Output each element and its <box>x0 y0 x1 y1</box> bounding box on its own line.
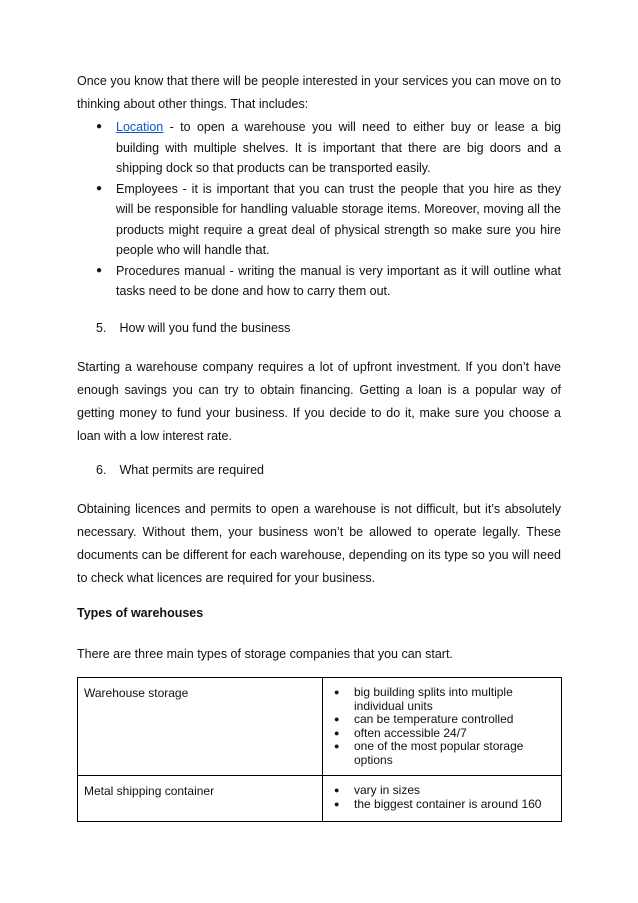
warehouse-types-table <box>77 677 562 822</box>
section-title: How will you fund the business <box>119 321 291 335</box>
permits-paragraph: Obtaining licences and permits to open a warehouse is not difficult, but it’s absolutely necessary. Without them, your business won’t be allowed to operate legally. These documents can be different for each warehouse, depending on its type so you will need to check what licences are required for your business. <box>77 502 561 585</box>
bullet-icon: ● <box>96 182 103 194</box>
feature-item: ● big building splits into multiple individual units <box>334 685 513 713</box>
table-cell-type: Metal shipping container <box>78 776 323 822</box>
feature-item: ● the biggest container is around 160 <box>334 796 542 811</box>
feature-item: ● one of the most popular storage options <box>334 739 524 767</box>
list-item-text: Employees - it is important that you can trust the people that you hire as they will be responsible for handling valuable storage items. Moreover, moving all the products might require a great deal of physical strength so make sure you hire people who will handle that. <box>116 181 561 257</box>
intro-paragraph: Once you know that there will be people interested in your services you can move on to thinking about other things. That includes: <box>77 74 561 111</box>
feature-item: ● vary in sizes <box>334 783 421 797</box>
location-link[interactable]: Location <box>116 120 164 134</box>
bullet-icon: ● <box>334 714 340 724</box>
feature-item: ● often accessible 24/7 <box>334 725 467 740</box>
section-number: 5. <box>96 321 107 335</box>
bullet-icon: ● <box>334 798 340 809</box>
feature-item: ● can be temperature controlled <box>334 712 514 726</box>
table-cell-features <box>323 678 562 776</box>
list-item-text: - to open a warehouse you will need to either buy or lease a big building with multiple shelves. It is important that there are big doors and a shipping dock so that products can be transported easily. <box>116 120 561 175</box>
section-5-heading <box>96 318 290 338</box>
table-cell-type: Warehouse storage <box>78 678 323 776</box>
bullet-icon: ● <box>334 727 340 738</box>
bullet-icon: ● <box>96 264 103 276</box>
section-6-heading <box>96 460 264 480</box>
table-row <box>78 678 562 776</box>
list-item-text: Procedures manual - writing the manual is very important as it will outline what tasks need to be done and how to carry them out. <box>116 263 561 298</box>
funding-paragraph: Starting a warehouse company requires a lot of upfront investment. If you don’t have enough savings you can try to obtain financing. Getting a loan is a popular way of getting money to fund your business. If you decide to do it, make sure you choose a loan with a low interest rate. <box>77 360 561 443</box>
list-item <box>96 179 561 261</box>
list-item <box>96 261 561 302</box>
types-intro-paragraph: There are three main types of storage companies that you can start. <box>77 647 453 661</box>
table-row <box>78 776 562 822</box>
bullet-icon: ● <box>96 121 103 132</box>
section-title: What permits are required <box>119 463 264 477</box>
types-heading: Types of warehouses <box>77 606 204 620</box>
table-cell-features <box>323 776 562 822</box>
list-item <box>96 117 561 179</box>
section-number: 6. <box>96 463 107 477</box>
bullet-icon: ● <box>334 741 340 751</box>
requirements-list <box>96 117 561 302</box>
bullet-icon: ● <box>334 687 340 697</box>
bullet-icon: ● <box>334 785 340 795</box>
